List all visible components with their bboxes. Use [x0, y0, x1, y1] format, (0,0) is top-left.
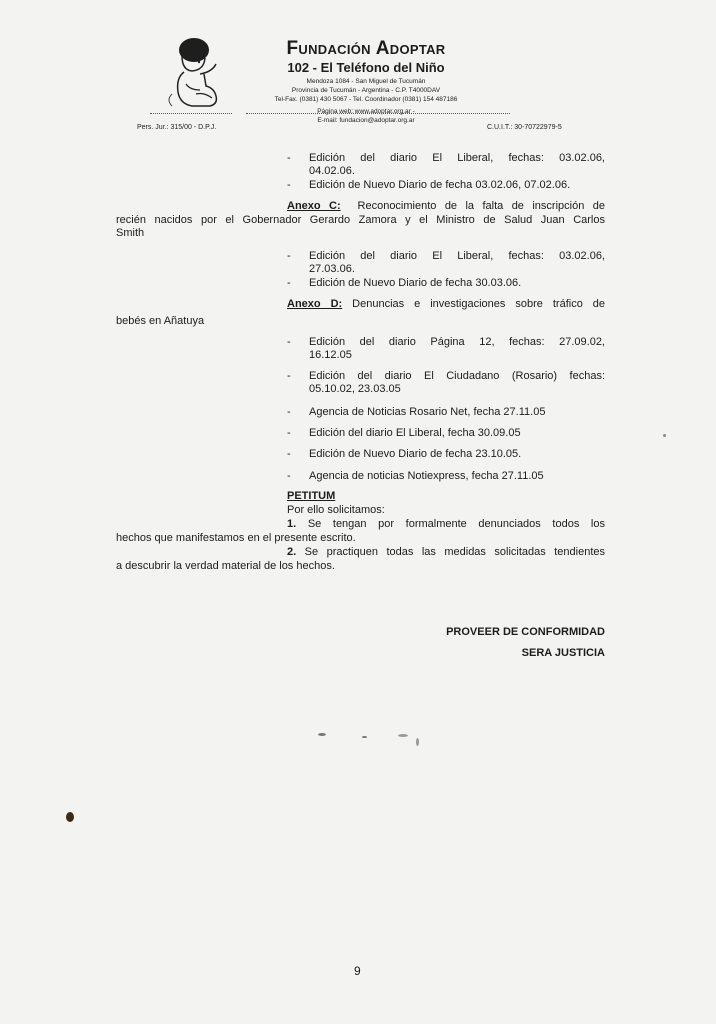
anexo-c-text: Reconocimiento de la falta de inscripción de	[357, 200, 605, 212]
web-line: Página web: www.adoptar.org.ar -	[317, 108, 415, 115]
list-item: Edición de Nuevo Diario de fecha 30.03.06.	[309, 277, 522, 289]
list-item-continuation: 16.12.05	[309, 349, 352, 361]
list-dash: -	[287, 370, 291, 382]
list-item: Edición del diario Página 12, fechas: 27.09.02,	[309, 336, 605, 348]
list-item: Agencia de noticias Notiexpress, fecha 27.11.05	[309, 470, 544, 482]
address-line-3: Tel-Fax. (0381) 430 5067 - Tel. Coordinador (0381) 154 487186	[274, 96, 458, 103]
list-dash: -	[287, 470, 291, 482]
list-item: Edición del diario El Liberal, fechas: 03.02.06,	[309, 250, 605, 262]
page-number: 9	[354, 964, 361, 978]
petitum-item-1-number: 1.	[287, 518, 297, 530]
petitum-item-1-continuation: hechos que manifestamos en el presente escrito.	[116, 532, 356, 544]
petitum-item-2-number: 2.	[287, 546, 297, 558]
list-dash: -	[287, 152, 291, 164]
list-item-continuation: 05.10.02, 23.03.05	[309, 383, 401, 395]
list-dash: -	[287, 250, 291, 262]
list-dash: -	[287, 427, 291, 439]
anexo-d-text: Denuncias e investigaciones sobre tráfico de	[352, 298, 606, 310]
scan-speck	[398, 734, 408, 737]
list-item: Edición del diario El Liberal, fechas: 03.02.06,	[309, 152, 605, 164]
list-item: Edición del diario El Ciudadano (Rosario) fechas:	[309, 370, 605, 382]
email-line: E-mail: fundacion@adoptar.org.ar	[317, 117, 415, 124]
scan-speck	[663, 434, 666, 437]
list-dash: -	[287, 336, 291, 348]
list-item-continuation: 04.02.06.	[309, 165, 355, 177]
list-item-continuation: 27.03.06.	[309, 263, 355, 275]
list-dash: -	[287, 277, 291, 289]
cuit-number: C.U.I.T.: 30-70722979-5	[487, 124, 562, 131]
scan-speck	[416, 738, 419, 746]
address-line-1: Mendoza 1084 - San Miguel de Tucumán	[306, 78, 426, 85]
anexo-c-paragraph: recién nacidos por el Gobernador Gerardo Zamora y el Ministro de Salud Juan Carlos	[116, 214, 605, 226]
anexo-c-heading	[287, 200, 605, 213]
anexo-c-label: Anexo C:	[287, 200, 341, 212]
legal-person-number: Pers. Jur.: 315/00 - D.P.J.	[137, 124, 217, 131]
letterhead-dotted-line-left	[150, 113, 232, 114]
list-dash: -	[287, 179, 291, 191]
list-dash: -	[287, 448, 291, 460]
address-line-2: Provincia de Tucumán - Argentina - C.P. T4000DAV	[291, 87, 441, 94]
anexo-d-paragraph-end: bebés en Añatuya	[116, 315, 205, 327]
petitum-item-1	[287, 518, 605, 531]
scan-speck	[318, 733, 326, 736]
scan-speck	[362, 736, 367, 738]
list-item: Edición del diario El Liberal, fecha 30.09.05	[309, 427, 521, 439]
petitum-item-1-text: Se tengan por formalmente denunciados todos los	[307, 518, 605, 530]
list-item: Agencia de Noticias Rosario Net, fecha 27.11.05	[309, 406, 546, 418]
list-dash: -	[287, 406, 291, 418]
petitum-item-2-continuation: a descubrir la verdad material de los hechos.	[116, 560, 335, 572]
list-item: Edición de Nuevo Diario de fecha 23.10.05.	[309, 448, 522, 460]
closing-line-1: PROVEER DE CONFORMIDAD	[446, 626, 605, 638]
petitum-item-2-text: Se practiquen todas las medidas solicitadas tendientes	[304, 546, 605, 558]
closing-line-2: SERA JUSTICIA	[521, 647, 605, 659]
anexo-c-paragraph-end: Smith	[116, 227, 145, 239]
list-item: Edición de Nuevo Diario de fecha 03.02.06, 07.02.06.	[309, 179, 571, 191]
anexo-d-label: Anexo D:	[287, 298, 343, 310]
anexo-d-heading	[287, 298, 605, 311]
org-name: Fundación Adoptar	[286, 38, 446, 59]
child-logo-icon	[160, 34, 230, 114]
petitum-item-2	[287, 546, 605, 559]
letterhead-dotted-line-right	[246, 113, 510, 114]
scan-speck	[66, 812, 74, 822]
petitum-intro: Por ello solicitamos:	[287, 504, 385, 516]
org-subtitle: 102 - El Teléfono del Niño	[287, 60, 445, 75]
petitum-title: PETITUM	[287, 490, 336, 502]
